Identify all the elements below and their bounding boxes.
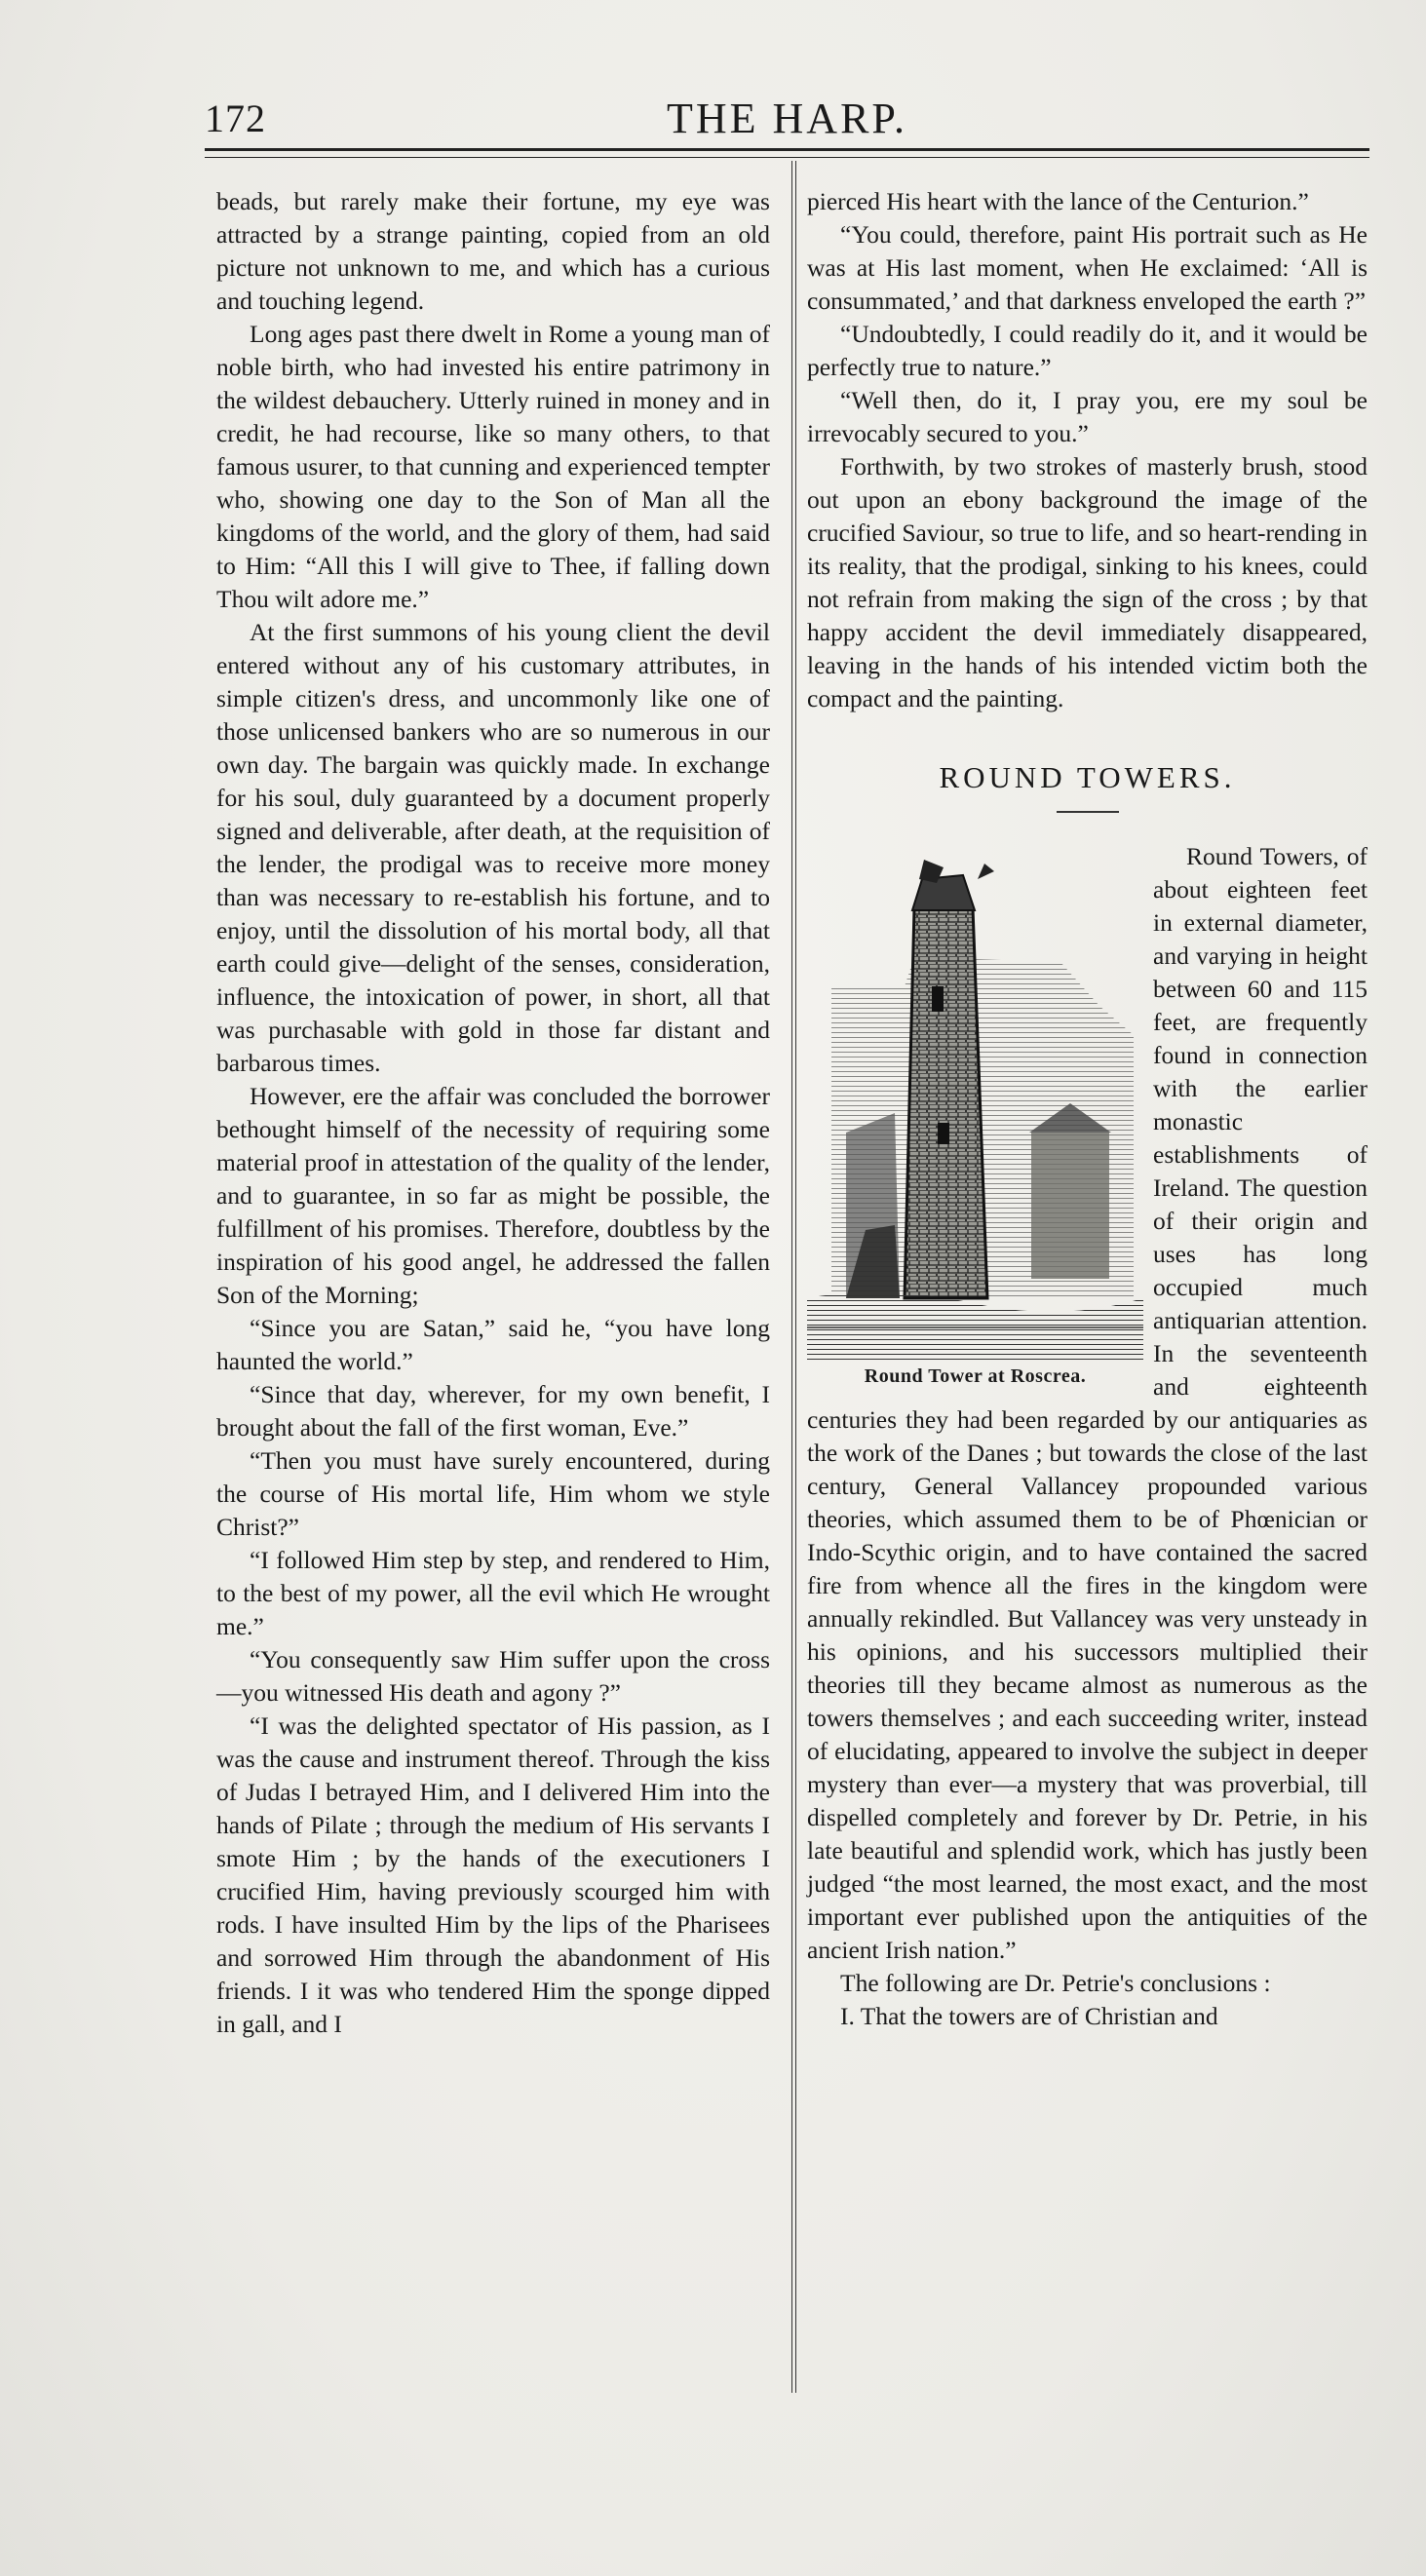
- left-column: [216, 185, 770, 2041]
- paragraph: “I was the delighted spectator of His passion, as I was the cause and instrument thereof. Through the kiss of Judas I betrayed Him, and I delivered Him into the hands of Pilate ; through the medium of His servants I smote Him ; by the hands of the executioners I crucified Him, having previously scourged him with rods. I have insulted Him by the lips of the Pharisees and sorrowed Him through the abandonment of His friends. I it was who tendered Him the sponge dipped in gall, and I: [216, 1711, 770, 2038]
- paragraph: “Since you are Satan,” said he, “you have long haunted the world.”: [216, 1314, 770, 1375]
- figure-caption: Round Tower at Roscrea.: [864, 1365, 1087, 1387]
- paragraph: “Since that day, wherever, for my own benefit, I brought about the fall of the first woman, Eve.”: [216, 1380, 770, 1442]
- header-rule: [205, 148, 1369, 158]
- paragraph: “Well then, do it, I pray you, ere my soul be irrevocably secured to you.”: [807, 386, 1368, 447]
- paragraph: “You could, therefore, paint His portrait such as He was at His last moment, when He exclaimed: ‘All is consummated,’ and that darkness enveloped the earth ?”: [807, 220, 1368, 315]
- paragraph: beads, but rarely make their fortune, my eye was attracted by a strange painting, copied from an old picture not unknown to me, and which has a curious and touching legend.: [216, 187, 770, 315]
- round-tower-engraving: [807, 840, 1143, 1362]
- paragraph: Round Towers, of about eighteen feet in external diameter, and varying in height between 60 and 115 feet, are frequently found in connection with the earlier monastic establishments of Ireland. The question of their origin and uses has long occupied much antiquarian attention. In the seventeenth and eighteenth centuries they had been regarded by our antiquaries as the work of the Danes ; but towards the close of the last century, General Vallancey propounded various theories, which assumed them to be of Phœnician or Indo-Scythic origin, and to have contained the sacred fire from whence all the fires in the kingdom were annually rekindled. But Vallancey was very unsteady in his opinions, and his successors multiplied their theories till they became almost as numerous as the towers themselves ; and each succeeding writer, instead of elucidating, appeared to involve the subject in deeper mystery than ever—a mystery that was proverbial, till dispelled completely and forever by Dr. Petrie, in his late beautiful and splendid work, which has justly been judged “the most learned, the most exact, and the most important ever published upon the antiquities of the ancient Irish nation.”: [807, 842, 1368, 1964]
- page-header: [205, 90, 1369, 148]
- running-title: THE HARP.: [666, 95, 908, 142]
- column-divider: [791, 161, 796, 2393]
- title-rule: [1057, 811, 1119, 813]
- page-number: 172: [205, 96, 266, 140]
- paragraph: “Then you must have surely encountered, during the course of His mortal life, Him whom we style Christ?”: [216, 1446, 770, 1541]
- paragraph: pierced His heart with the lance of the Centurion.”: [807, 187, 1309, 215]
- paragraph: Long ages past there dwelt in Rome a young man of noble birth, who had invested his entire patrimony in the wildest debauchery. Utterly ruined in money and in credit, he had recourse, like so many others, to that famous usurer, to that cunning and experienced tempter who, showing one day to the Son of Man all the kingdoms of the world, and the glory of them, had said to Him: “All this I will give to Thee, if falling down Thou wilt adore me.”: [216, 320, 770, 613]
- paragraph: At the first summons of his young client the devil entered without any of his customary attributes, in simple citizen's dress, and uncommonly like one of those unlicensed bankers who are so numerous in our own day. The bargain was quickly made. In exchange for his soul, duly guaranteed by a document properly signed and deliverable, after death, at the requisition of the lender, the prodigal was to receive more money than was necessary to re-establish his fortune, and to enjoy, until the dissolution of his mortal body, all that earth could give—delight of the senses, consideration, influence, the intoxication of power, in short, all that was purchasable with gold in those far distant and barbarous times.: [216, 618, 770, 1077]
- round-tower-figure: [807, 840, 1143, 1389]
- right-column: [807, 185, 1368, 2033]
- paragraph: “Undoubtedly, I could readily do it, and it would be perfectly true to nature.”: [807, 320, 1368, 381]
- paragraph: “You consequently saw Him suffer upon the cross—you witnessed His death and agony ?”: [216, 1645, 770, 1707]
- paragraph: The following are Dr. Petrie's conclusions :: [840, 1969, 1271, 1997]
- paragraph: “I followed Him step by step, and rendered to Him, to the best of my power, all the evil which He wrought me.”: [216, 1546, 770, 1640]
- paragraph: However, ere the affair was concluded the borrower bethought himself of the necessity of requiring some material proof in attestation of the quality of the lender, and to guarantee, in so far as might be possible, the fulfillment of his promises. Therefore, doubtless by the inspiration of his good angel, he addressed the fallen Son of the Morning;: [216, 1082, 770, 1309]
- paragraph: I. That the towers are of Christian and: [840, 2002, 1218, 2030]
- section-title: ROUND TOWERS.: [939, 760, 1236, 794]
- paragraph: Forthwith, by two strokes of masterly brush, stood out upon an ebony background the image of the crucified Saviour, so true to life, and so heart-rending in its reality, that the prodigal, sinking to his knees, could not refrain from making the sign of the cross ; by that happy accident the devil immediately disappeared, leaving in the hands of his intended victim both the compact and the painting.: [807, 452, 1368, 712]
